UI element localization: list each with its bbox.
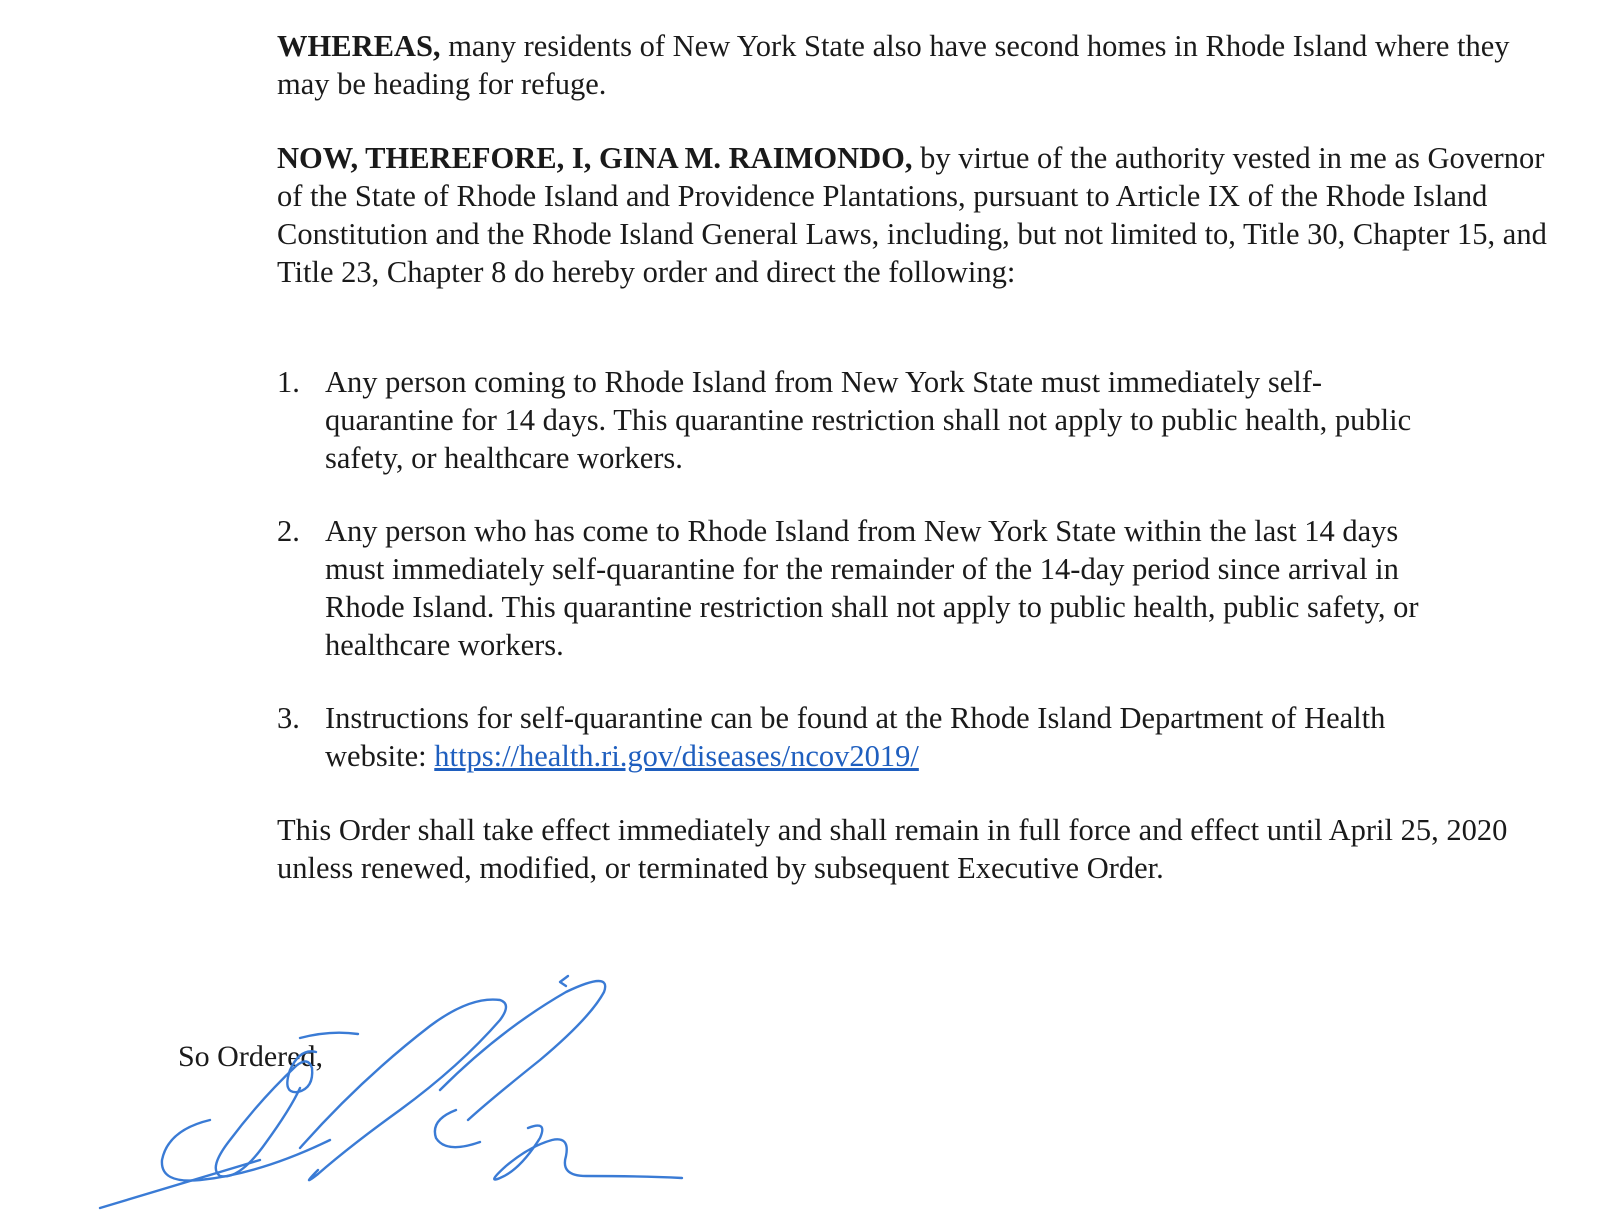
order-item-number: 2. [277,514,300,548]
health-website-link[interactable]: https://health.ri.gov/diseases/ncov2019/ [434,739,919,773]
effect-text: This Order shall take effect immediately and shall remain in full force and effect until April 25, 2020 unless renewed, modified, or terminated by subsequent Executive Order. [277,813,1508,885]
order-item-3 [277,699,1447,775]
effect-paragraph [181,811,1547,887]
order-item-number: 3. [277,701,300,735]
governor-signature [0,970,720,1214]
closing-line: So Ordered, [178,1040,323,1073]
whereas-paragraph [181,27,1547,103]
now-therefore-paragraph [181,139,1547,291]
order-item-1 [277,363,1447,477]
order-item-text-wrap [325,699,1447,775]
now-therefore-text: by virtue of the authority vested in me as Governor of the State of Rhode Island and Providence Plantations, pursuant to Article IX of the Rhode Island Constitution and the Rhode Island General Laws, including, but not limited to, Title 30, Chapter 15, and Title 23, Chapter 8 do hereby order and direct the following: [277,141,1547,289]
order-item-number: 1. [277,365,300,399]
whereas-text: many residents of New York State also have second homes in Rhode Island where they may be heading for refuge. [277,29,1510,101]
now-therefore-lead: NOW, THEREFORE, I, GINA M. RAIMONDO, [277,141,913,175]
order-item-text: Any person coming to Rhode Island from New York State must immediately self-quarantine for 14 days. This quarantine restriction shall not apply to public health, public safety, or healthcare workers. [325,365,1412,475]
whereas-lead: WHEREAS, [277,29,441,63]
order-item-text: Any person who has come to Rhode Island from New York State within the last 14 days must immediately self-quarantine for the remainder of the 14-day period since arrival in Rhode Island. This quarantine restriction shall not apply to public health, public safety, or healthcare workers. [325,514,1419,662]
order-item-text: Instructions for self-quarantine can be found at the Rhode Island Department of Health website: [325,701,1386,773]
order-item-2 [277,512,1447,664]
